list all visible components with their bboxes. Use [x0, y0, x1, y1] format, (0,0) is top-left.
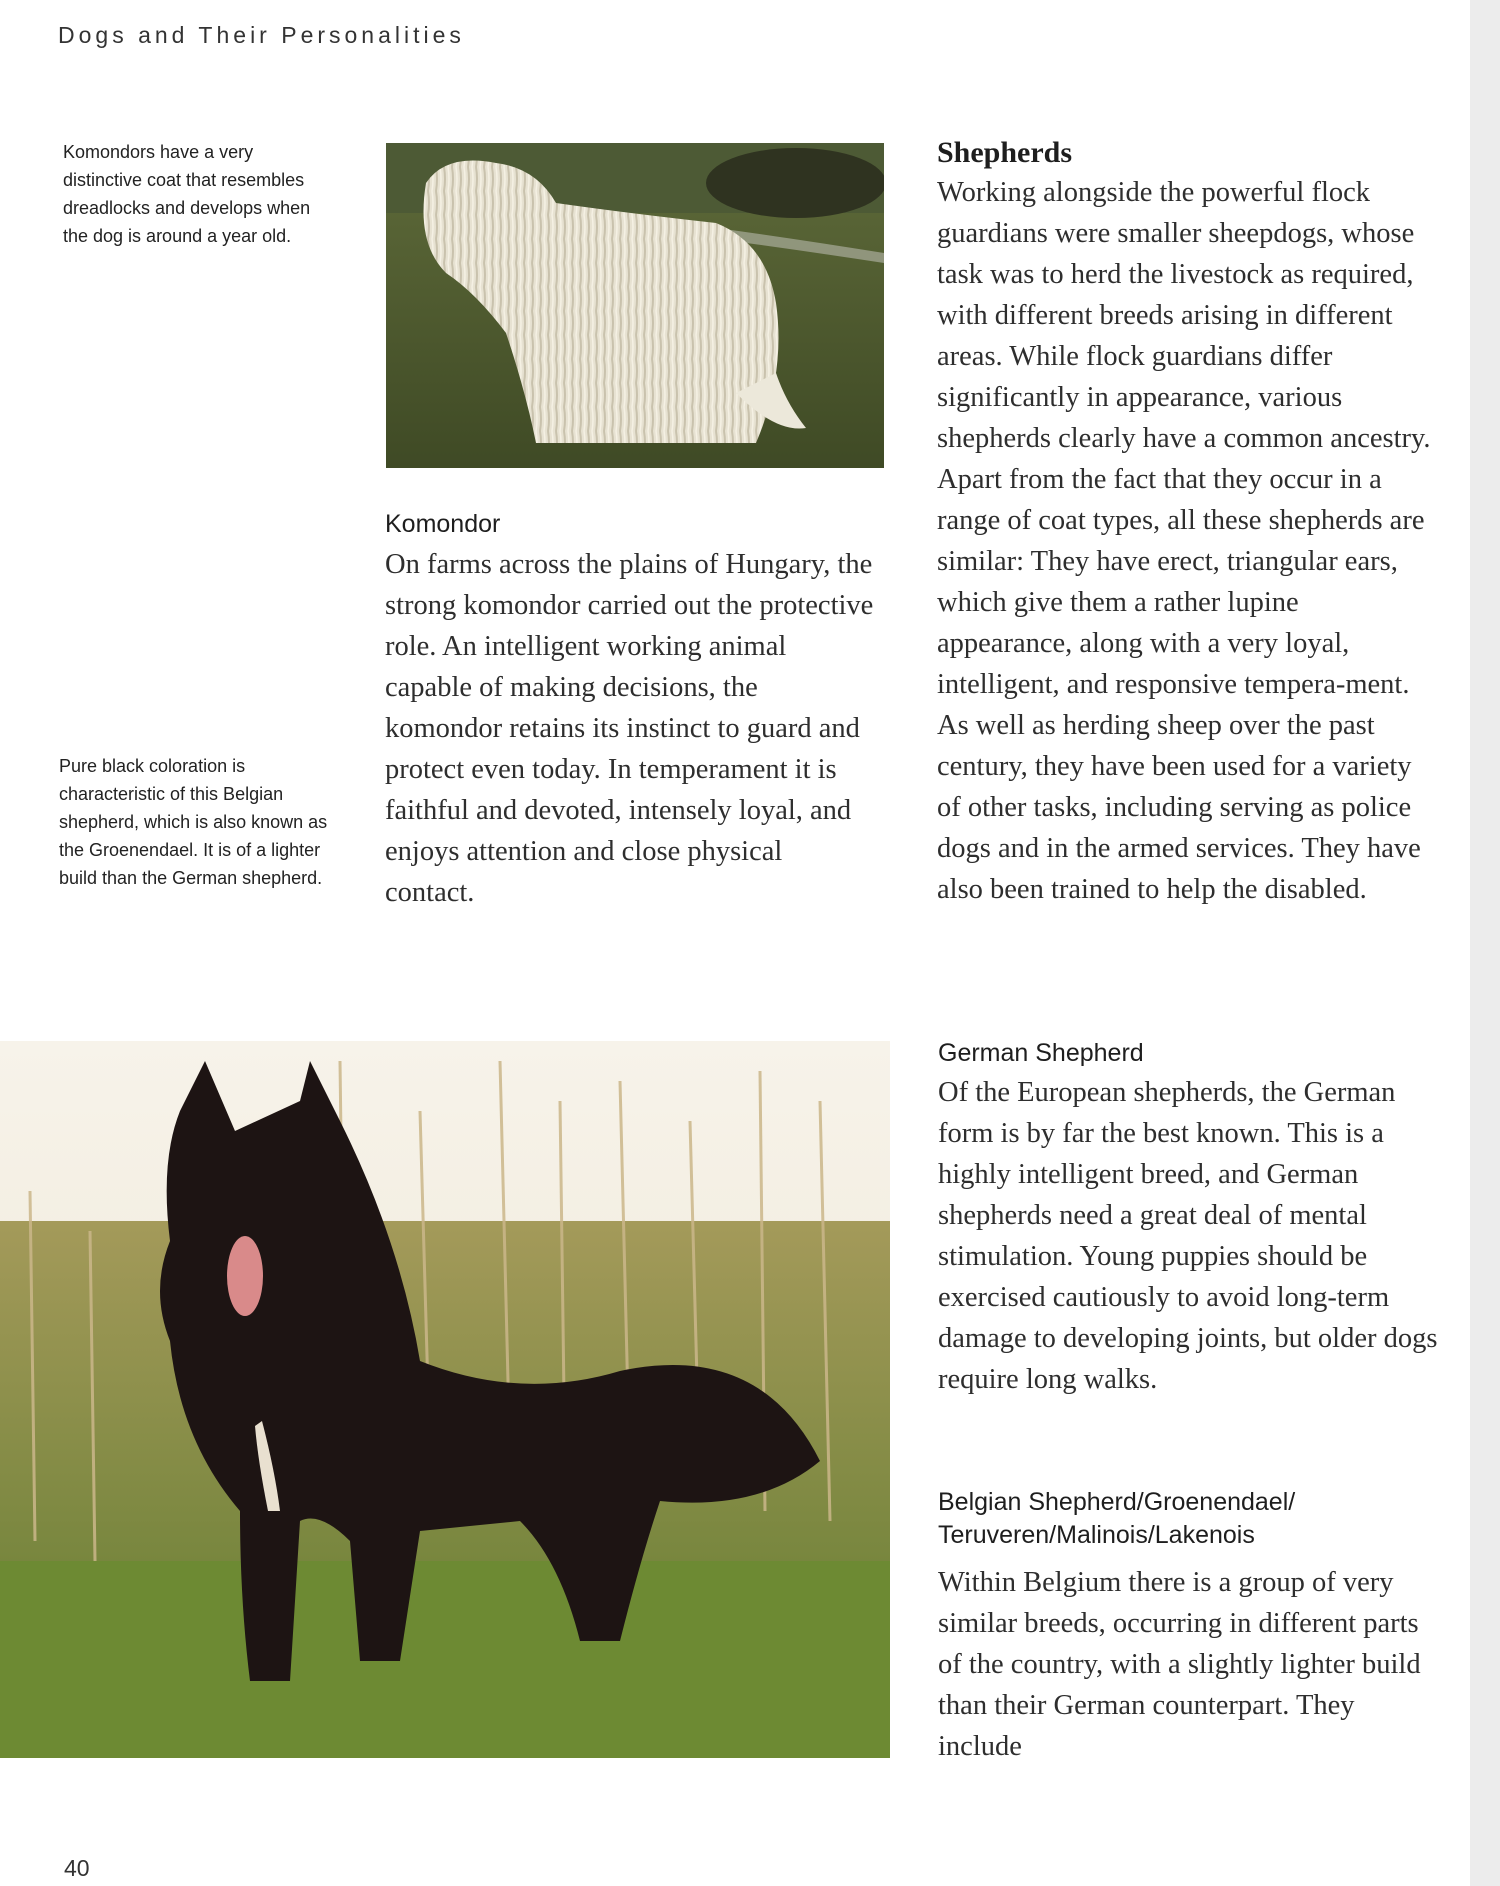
german-shepherd-heading: German Shepherd: [938, 1039, 1144, 1067]
belgian-shepherd-paragraph: Within Belgium there is a group of very similar breeds, occurring in different parts of the country, with a slightly lighter build than their German counterpart. They include: [938, 1567, 1421, 1762]
komondor-caption: Komondors have a very distinctive coat that resembles dreadlocks and develops when the dog is around a year old.: [63, 142, 311, 246]
komondor-paragraph: On farms across the plains of Hungary, the strong komondor carried out the protective role. An intelligent working animal capable of making decisions, the komondor retains its instinct to guard and protect even today. In temperament it is faithful and devoted, intensely loyal, and enjoys attention and close physical contact.: [385, 549, 874, 908]
belgian-shepherd-heading: Belgian Shepherd/Groenendael/ Teruveren/Malinois/Lakenois: [938, 1488, 1296, 1549]
shepherds-paragraph: Working alongside the powerful flock guardians were smaller sheepdogs, whose task was to herd the livestock as required, with different breeds arising in different areas. While flock guardians differ significantly in appearance, various shepherds clearly have a common ancestry. Apart from the fact that they occur in a range of coat types, all these shepherds are similar: They have erect, triangular ears, which give them a rather lupine appearance, along with a very loyal, intelligent, and responsive tempera-ment. As well as herding sheep over the past century, they have been used for a variety of other tasks, including serving as police dogs and in the armed services. They have also been trained to help the disabled.: [937, 177, 1431, 905]
komondor-heading: Komondor: [385, 510, 501, 538]
page-edge-shadow: [1470, 0, 1500, 1886]
german-shepherd-paragraph: Of the European shepherds, the German form is by far the best known. This is a highly intelligent breed, and German shepherds need a great deal of mental stimulation. Young puppies should be exercised cautiously to avoid long-term damage to developing joints, but older dogs require long walks.: [938, 1077, 1438, 1395]
running-title: Dogs and Their Personalities: [58, 22, 465, 48]
shepherds-heading: Shepherds: [937, 136, 1073, 169]
groenendael-caption: Pure black coloration is characteristic of this Belgian shepherd, which is also known as the Groenendael. It is of a lighter build than the German shepherd.: [59, 756, 328, 888]
page-number: 40: [64, 1855, 90, 1881]
komondor-photo: [386, 143, 884, 468]
groenendael-photo: [0, 1041, 890, 1758]
